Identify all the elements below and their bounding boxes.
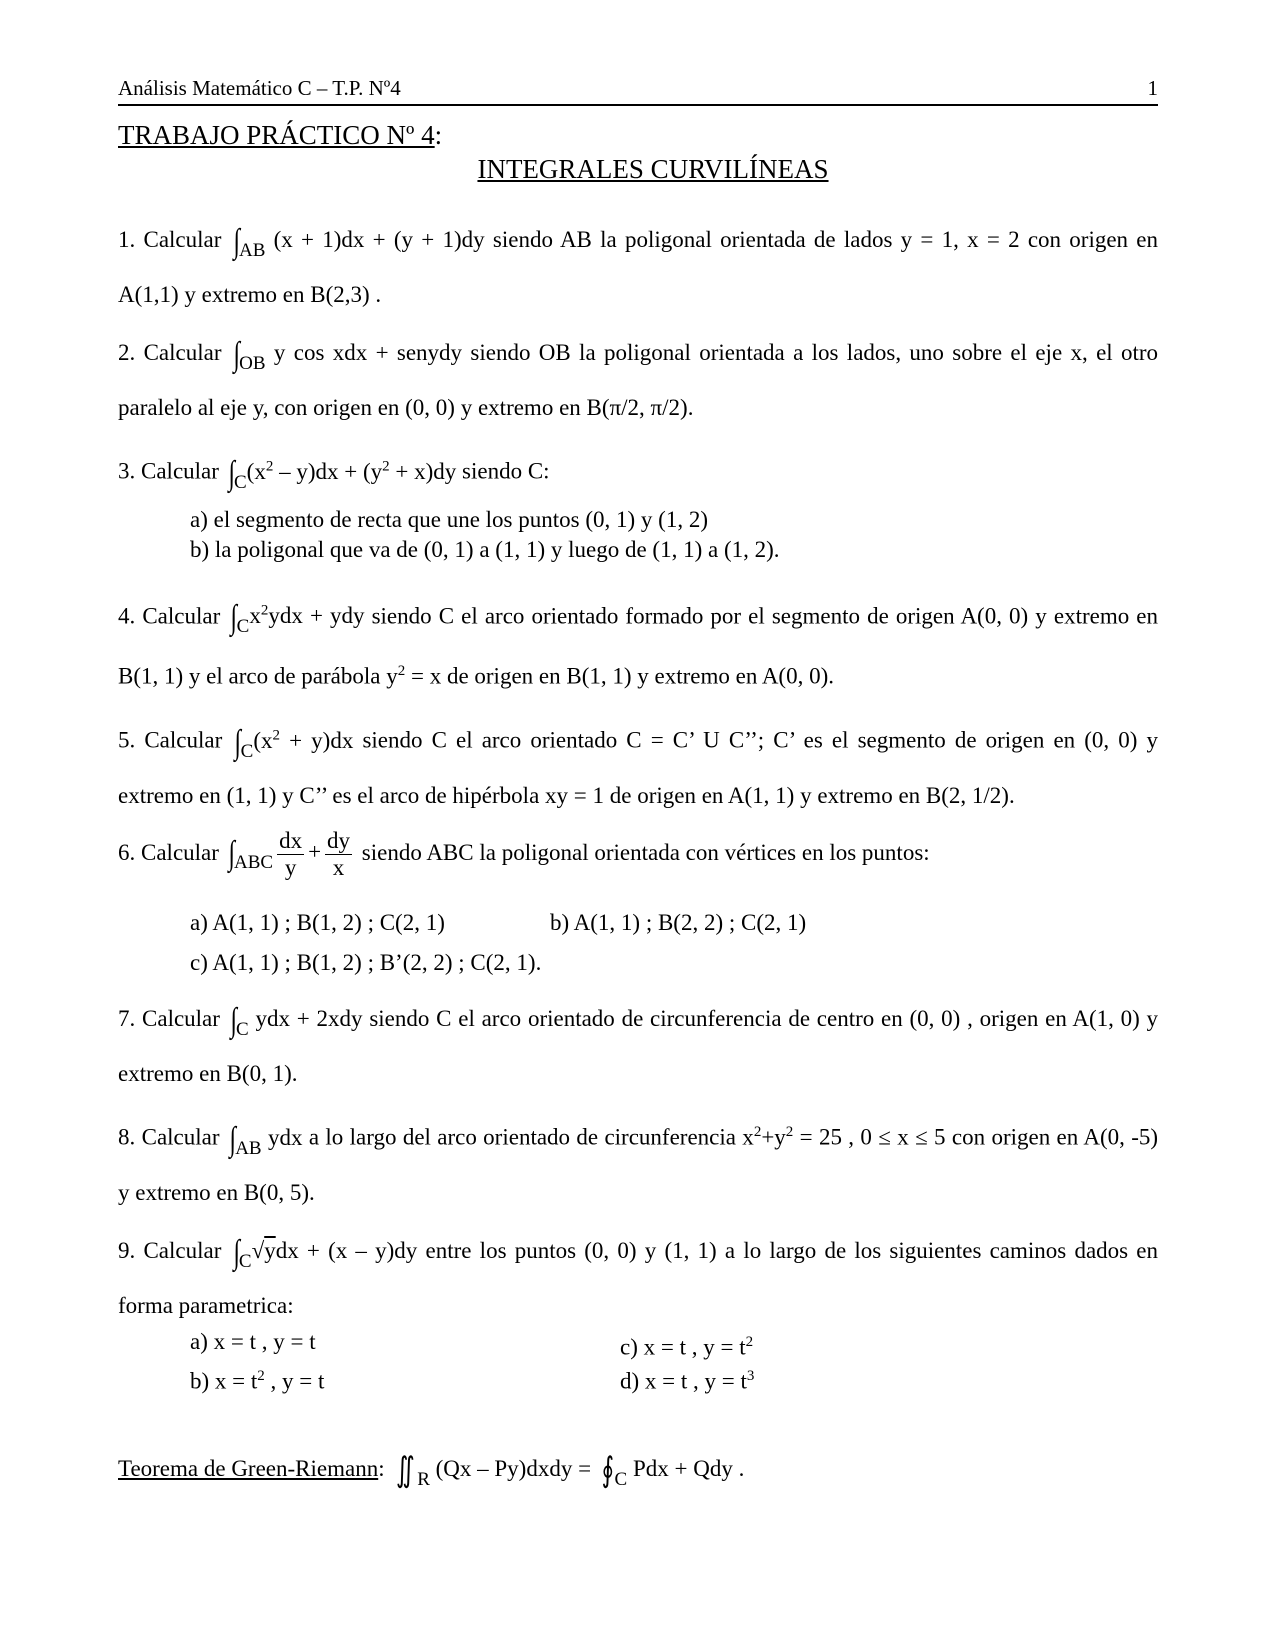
page-header: [118, 76, 1158, 106]
exercise-3: 3. Calcular $\int_C(x^2 - y)dx + (y^2 + x)dy$ siendo C: a) el segmento de recta que une los puntos (0, 1) y (1, 2) b) la poligonal que va de (0, 1) a (1, 1) y luego de (1, 1) a (1, 2).: [118, 444, 1158, 565]
page-number: 1: [1147, 76, 1158, 100]
exercise-9-paths: [190, 1328, 1158, 1395]
exercise-7: 7. Calcular $\int_C$ ydx + 2xdy siendo C el arco orientado de circunferencia de centro en (0, 0) , origen en A(1, 0) y extremo en B(0, 1).: [118, 1002, 1159, 1087]
document-subtitle: INTEGRALES CURVILÍNEAS: [477, 154, 829, 184]
exercise-2: 2. Calcular $\int_{OB}$ y cos xdx + senydy siendo OB la poligonal orientada a los lados, uno sobre el eje x, el otro paralelo al eje y, con origen en (0, 0) y extremo en B(π/2, π/2).: [118, 336, 1159, 420]
fraction-dy-x: $\frac{dy}{x}$: [327, 827, 351, 880]
exercise-4: 4. Calcular $\int_Cx^2ydx$ + ydy siendo C el arco orientado formado por el segmento de origen A(0, 0) y extremo en B(1, 1) y el arco de parábola $y^2 = x$ de origen en B(1, 1) y extremo en A(0, 0).: [118, 599, 1159, 689]
exercise-3-item-a: a) el segmento de recta que une los puntos (0, 1) y (1, 2): [190, 506, 708, 532]
exercise-6-item-b: b) A(1, 1) ; B(2, 2) ; C(2, 1): [550, 910, 807, 936]
exercise-8: 8. Calcular $\int_{AB}$ ydx a lo largo del arco orientado de circunferencia $x^2+y^2 = 25$ , 0 ≤ x ≤ 5 con origen en A(0, -5) y extremo en B(0, 5).: [118, 1121, 1159, 1206]
exercise-9-path-a: a) x = t , y = t: [190, 1329, 316, 1355]
fraction-dx-y: $\frac{dx}{y}$: [279, 827, 303, 880]
exercise-3-item-b: b) la poligonal que va de (0, 1) a (1, 1) y luego de (1, 1) a (1, 2).: [190, 536, 780, 562]
exercise-1: 1. Calcular $\int_{AB}$ (x + 1)dx + (y + 1)dy siendo AB la poligonal orientada de lados y = 1, x = 2 con origen en A(1,1) y extremo en B(2,3) .: [118, 223, 1159, 307]
exercise-6-item-c: c) A(1, 1) ; B(1, 2) ; B’(2, 2) ; C(2, 1).: [190, 950, 542, 976]
exercise-6-item-a: a) A(1, 1) ; B(1, 2) ; C(2, 1): [190, 910, 445, 936]
exercise-9-path-c: c) x = t , $y = t^2$: [620, 1334, 754, 1360]
exercise-9-path-d: d) x = t , $y = t^3$: [620, 1367, 755, 1394]
document-title: TRABAJO PRÁCTICO Nº 4:: [118, 120, 443, 150]
green-theorem: Teorema de Green-Riemann: ∬ $_R$ (Qx – Py)dxdy = $∮_C$ Pdx + Qdy .: [118, 1452, 745, 1491]
exercise-6-items-ab: [190, 903, 1158, 943]
course-title: Análisis Matemático C – T.P. Nº4: [118, 76, 401, 100]
exercise-6: 6. Calcular $\int_{ABC}$ $\frac{dx}{y}$ + $\frac{dy}{x}$ siendo ABC la poligonal orientada con vértices en los puntos: a) A(1, 1) ; B(1, 2) ; C(2, 1) b) A(1, 1) ; B(2, 2) ; C(2, 1) c) A(1, 1) ; B(1, 2) ; B’(2, 2) ; C(2, 1).: [118, 828, 1158, 984]
exercise-9: 9. Calcular $\int_C√ydx + (x - y)dy$ entre los puntos (0, 0) y (1, 1) a lo largo de los siguientes caminos dados en forma parametrica: a) x = t , y = t c) x = t , $y = t^2$ b) $x = t^2$ , y = t d) x = t , $y = t^3$: [118, 1234, 1159, 1394]
exercise-9-path-b: b) $x = t^2$ , y = t: [190, 1367, 325, 1394]
document-page: [118, 76, 1158, 1502]
exercise-5: 5. Calcular $\int_C(x^2 + y)dx$ siendo C el arco orientado C = C’ U C’’; C’ es el segmento de origen en (0, 0) y extremo en (1, 1) y C’’ es el arco de hipérbola xy = 1 de origen en A(1, 1) y extremo en B(2, 1/2).: [118, 723, 1159, 808]
